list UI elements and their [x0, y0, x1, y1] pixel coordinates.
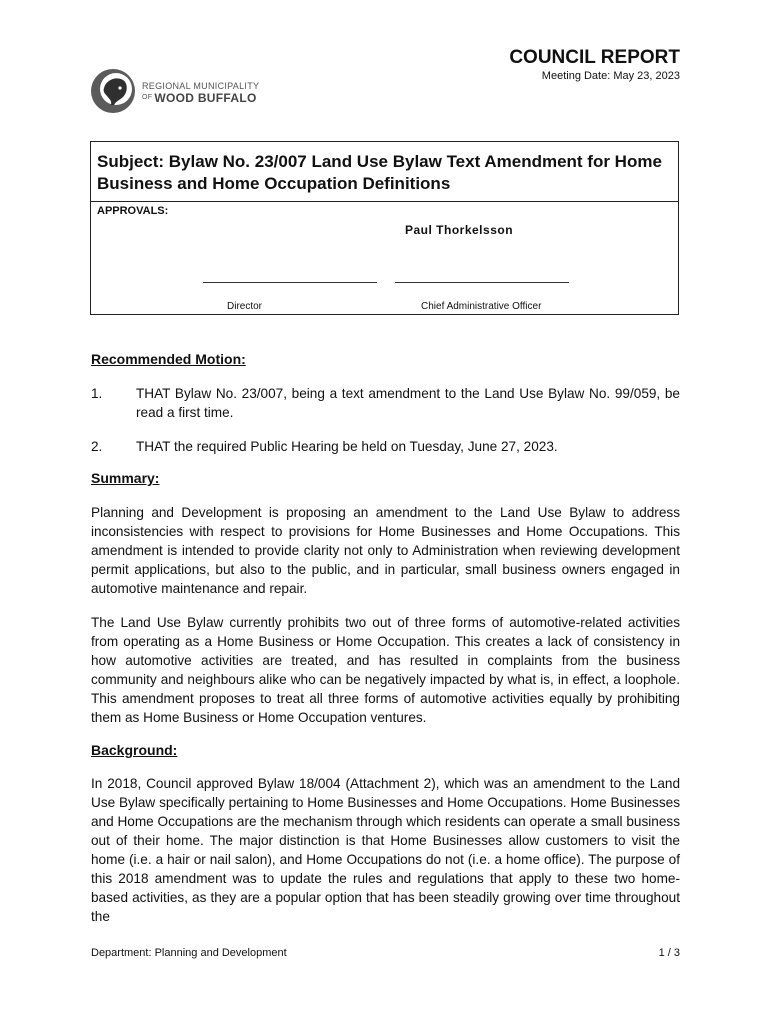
logo-wordmark: [142, 80, 259, 105]
cao-label: Chief Administrative Officer: [421, 301, 542, 312]
cao-signature-line: [395, 282, 569, 283]
summary-paragraph: The Land Use Bylaw currently prohibits two out of three forms of automotive-related activities from operating as a Home Business or Home Occupation. This creates a lack of consistency in how automotive activities are treated, and has resulted in complaints from the business community and neighbours alike who can be negatively impacted by what is, in effect, a loophole. This amendment proposes to treat all three forms of automotive activities equally by prohibiting them as Home Business or Home Occupation ventures.: [91, 615, 680, 725]
recommended-motion-heading: Recommended Motion:: [91, 351, 246, 367]
meeting-date: Meeting Date: May 23, 2023: [541, 70, 680, 82]
director-label: Director: [227, 301, 263, 312]
report-title: COUNCIL REPORT: [509, 47, 680, 68]
footer-department: Department: Planning and Development: [91, 947, 287, 959]
motion-text: THAT Bylaw No. 23/007, being a text amendment to the Land Use Bylaw No. 99/059, be read a first time.: [136, 386, 680, 420]
logo-line2: WOOD BUFFALO: [154, 91, 257, 105]
signature-name: Paul Thorkelsson: [405, 223, 514, 237]
municipality-logo: [90, 66, 260, 118]
background-paragraph: In 2018, Council approved Bylaw 18/004 (Attachment 2), which was an amendment to the Land Use Bylaw specifically pertaining to Home Businesses and Home Occupations. Home Businesses and Home Occupations are the mechanism through which residents can operate a small business out of their home. The major distinction is that Home Businesses allow customers to visit the home (i.e. a hair or nail salon), and Home Occupations do not (i.e. a home office). The purpose of this 2018 amendment was to update the rules and regulations that apply to these two home-based activities, as they are a popular option that has been steadily growing over time throughout the: [91, 776, 680, 924]
background-heading: Background:: [91, 742, 178, 758]
subject-line: Subject: Bylaw No. 23/007 Land Use Bylaw Text Amendment for Home Business and Home Occupation Definitions: [91, 142, 678, 202]
motion-number: 2.: [91, 439, 103, 454]
motion-item: [91, 437, 680, 456]
approvals-label: APPROVALS:: [97, 205, 169, 217]
logo-line1: REGIONAL MUNICIPALITY: [142, 81, 260, 91]
motion-number: 1.: [91, 386, 103, 401]
director-signature-line: [203, 282, 377, 283]
buffalo-logo-icon: [90, 66, 136, 116]
logo-of: OF: [142, 94, 153, 101]
motion-text: THAT the required Public Hearing be held on Tuesday, June 27, 2023.: [136, 439, 558, 454]
subject-box: [90, 141, 679, 315]
motion-item: [91, 384, 680, 422]
summary-heading: Summary:: [91, 470, 160, 486]
summary-paragraph: Planning and Development is proposing an amendment to the Land Use Bylaw to address inconsistencies with respect to provisions for Home Businesses and Home Occupations. This amendment is intended to provide clarity not only to Administration when reviewing development permit applications, but also to the public, and in particular, small business owners engaged in automotive maintenance and repair.: [91, 505, 680, 596]
page-number: 1 / 3: [658, 947, 680, 959]
report-body: [91, 350, 680, 926]
